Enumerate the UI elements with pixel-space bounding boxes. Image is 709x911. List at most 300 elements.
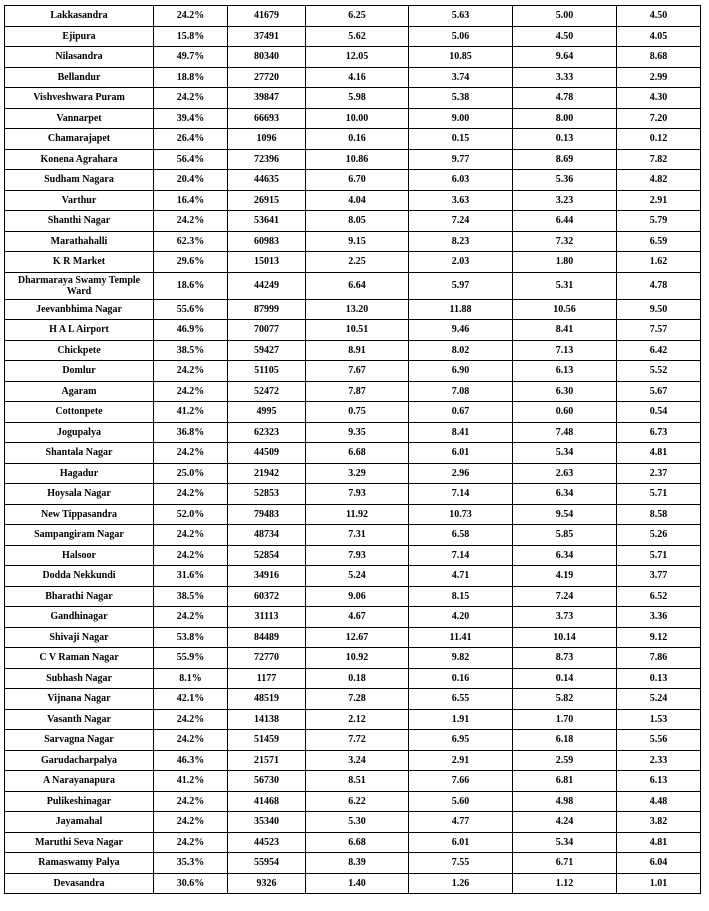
value-col3-cell: 5.31 xyxy=(513,272,617,299)
value-col2-cell: 6.01 xyxy=(409,443,513,464)
count-cell: 56730 xyxy=(228,771,306,792)
table-row xyxy=(5,88,701,109)
count-cell: 9326 xyxy=(228,873,306,894)
ward-name-cell: Vasanth Nagar xyxy=(5,709,154,730)
value-col2-cell: 5.38 xyxy=(409,88,513,109)
value-col2-cell: 10.73 xyxy=(409,504,513,525)
value-col2-cell: 6.90 xyxy=(409,361,513,382)
table-row xyxy=(5,190,701,211)
ward-name-cell: Halsoor xyxy=(5,545,154,566)
count-cell: 84489 xyxy=(228,627,306,648)
count-cell: 48519 xyxy=(228,689,306,710)
value-col2-cell: 0.16 xyxy=(409,668,513,689)
value-col4-cell: 3.82 xyxy=(617,812,701,833)
table-row xyxy=(5,211,701,232)
value-col1-cell: 12.05 xyxy=(306,47,409,68)
count-cell: 60372 xyxy=(228,586,306,607)
count-cell: 1177 xyxy=(228,668,306,689)
percentage-cell: 25.0% xyxy=(154,463,228,484)
table-row xyxy=(5,108,701,129)
count-cell: 26915 xyxy=(228,190,306,211)
value-col4-cell: 5.24 xyxy=(617,689,701,710)
percentage-cell: 38.5% xyxy=(154,586,228,607)
value-col2-cell: 7.08 xyxy=(409,381,513,402)
percentage-cell: 15.8% xyxy=(154,26,228,47)
ward-name-cell: Agaram xyxy=(5,381,154,402)
value-col1-cell: 0.16 xyxy=(306,129,409,150)
percentage-cell: 31.6% xyxy=(154,566,228,587)
count-cell: 72396 xyxy=(228,149,306,170)
count-cell: 60983 xyxy=(228,231,306,252)
value-col2-cell: 2.03 xyxy=(409,252,513,273)
value-col3-cell: 6.71 xyxy=(513,853,617,874)
table-row xyxy=(5,566,701,587)
ward-name-cell: Vannarpet xyxy=(5,108,154,129)
value-col1-cell: 13.20 xyxy=(306,299,409,320)
value-col3-cell: 7.24 xyxy=(513,586,617,607)
table-row xyxy=(5,463,701,484)
ward-name-cell: Marathahalli xyxy=(5,231,154,252)
value-col2-cell: 9.77 xyxy=(409,149,513,170)
percentage-cell: 24.2% xyxy=(154,607,228,628)
value-col1-cell: 7.67 xyxy=(306,361,409,382)
value-col1-cell: 6.70 xyxy=(306,170,409,191)
ward-name-cell: Varthur xyxy=(5,190,154,211)
value-col1-cell: 3.29 xyxy=(306,463,409,484)
count-cell: 4995 xyxy=(228,402,306,423)
value-col1-cell: 12.67 xyxy=(306,627,409,648)
percentage-cell: 46.9% xyxy=(154,320,228,341)
table-row xyxy=(5,149,701,170)
value-col1-cell: 5.30 xyxy=(306,812,409,833)
count-cell: 52854 xyxy=(228,545,306,566)
value-col4-cell: 4.30 xyxy=(617,88,701,109)
value-col1-cell: 2.25 xyxy=(306,252,409,273)
value-col3-cell: 6.34 xyxy=(513,545,617,566)
ward-name-cell: Maruthi Seva Nagar xyxy=(5,832,154,853)
value-col1-cell: 8.51 xyxy=(306,771,409,792)
percentage-cell: 52.0% xyxy=(154,504,228,525)
value-col4-cell: 5.67 xyxy=(617,381,701,402)
value-col2-cell: 6.55 xyxy=(409,689,513,710)
ward-name-cell: Hoysala Nagar xyxy=(5,484,154,505)
value-col3-cell: 8.73 xyxy=(513,648,617,669)
value-col2-cell: 7.55 xyxy=(409,853,513,874)
table-row xyxy=(5,381,701,402)
value-col2-cell: 4.71 xyxy=(409,566,513,587)
value-col3-cell: 8.69 xyxy=(513,149,617,170)
value-col1-cell: 10.00 xyxy=(306,108,409,129)
table-row xyxy=(5,525,701,546)
percentage-cell: 16.4% xyxy=(154,190,228,211)
table-row xyxy=(5,730,701,751)
value-col4-cell: 9.50 xyxy=(617,299,701,320)
count-cell: 51459 xyxy=(228,730,306,751)
table-row xyxy=(5,170,701,191)
value-col3-cell: 1.70 xyxy=(513,709,617,730)
count-cell: 72770 xyxy=(228,648,306,669)
percentage-cell: 35.3% xyxy=(154,853,228,874)
percentage-cell: 24.2% xyxy=(154,88,228,109)
value-col4-cell: 0.54 xyxy=(617,402,701,423)
table-body xyxy=(5,6,701,894)
ward-name-cell: C V Raman Nagar xyxy=(5,648,154,669)
percentage-cell: 55.9% xyxy=(154,648,228,669)
value-col4-cell: 7.57 xyxy=(617,320,701,341)
count-cell: 44509 xyxy=(228,443,306,464)
value-col4-cell: 5.71 xyxy=(617,484,701,505)
value-col1-cell: 4.67 xyxy=(306,607,409,628)
value-col4-cell: 4.78 xyxy=(617,272,701,299)
ward-name-cell: Bharathi Nagar xyxy=(5,586,154,607)
value-col1-cell: 6.68 xyxy=(306,443,409,464)
value-col4-cell: 5.79 xyxy=(617,211,701,232)
value-col1-cell: 2.12 xyxy=(306,709,409,730)
value-col3-cell: 2.59 xyxy=(513,750,617,771)
ward-name-cell: Sudham Nagara xyxy=(5,170,154,191)
table-row xyxy=(5,402,701,423)
value-col1-cell: 5.24 xyxy=(306,566,409,587)
value-col3-cell: 3.23 xyxy=(513,190,617,211)
value-col2-cell: 10.85 xyxy=(409,47,513,68)
table-row xyxy=(5,586,701,607)
ward-name-cell: Shivaji Nagar xyxy=(5,627,154,648)
table-row xyxy=(5,361,701,382)
value-col1-cell: 9.35 xyxy=(306,422,409,443)
value-col3-cell: 6.18 xyxy=(513,730,617,751)
table-row xyxy=(5,443,701,464)
value-col1-cell: 6.64 xyxy=(306,272,409,299)
count-cell: 80340 xyxy=(228,47,306,68)
value-col4-cell: 4.05 xyxy=(617,26,701,47)
value-col1-cell: 7.31 xyxy=(306,525,409,546)
value-col2-cell: 6.01 xyxy=(409,832,513,853)
value-col1-cell: 0.75 xyxy=(306,402,409,423)
value-col1-cell: 5.98 xyxy=(306,88,409,109)
value-col2-cell: 0.67 xyxy=(409,402,513,423)
value-col1-cell: 6.68 xyxy=(306,832,409,853)
value-col1-cell: 8.05 xyxy=(306,211,409,232)
value-col3-cell: 5.36 xyxy=(513,170,617,191)
value-col1-cell: 9.15 xyxy=(306,231,409,252)
table-row xyxy=(5,607,701,628)
value-col3-cell: 6.30 xyxy=(513,381,617,402)
value-col1-cell: 7.93 xyxy=(306,545,409,566)
value-col3-cell: 7.13 xyxy=(513,340,617,361)
value-col2-cell: 9.46 xyxy=(409,320,513,341)
value-col1-cell: 7.72 xyxy=(306,730,409,751)
ward-name-cell: A Narayanapura xyxy=(5,771,154,792)
percentage-cell: 55.6% xyxy=(154,299,228,320)
percentage-cell: 18.8% xyxy=(154,67,228,88)
value-col4-cell: 1.01 xyxy=(617,873,701,894)
percentage-cell: 30.6% xyxy=(154,873,228,894)
count-cell: 87999 xyxy=(228,299,306,320)
value-col4-cell: 4.81 xyxy=(617,832,701,853)
value-col4-cell: 2.99 xyxy=(617,67,701,88)
value-col1-cell: 8.91 xyxy=(306,340,409,361)
value-col4-cell: 4.50 xyxy=(617,6,701,27)
value-col4-cell: 5.26 xyxy=(617,525,701,546)
ward-name-cell: Vishveshwara Puram xyxy=(5,88,154,109)
value-col3-cell: 7.32 xyxy=(513,231,617,252)
ward-name-cell: Cottonpete xyxy=(5,402,154,423)
value-col3-cell: 3.73 xyxy=(513,607,617,628)
table-row xyxy=(5,252,701,273)
value-col3-cell: 8.41 xyxy=(513,320,617,341)
table-row xyxy=(5,6,701,27)
ward-name-cell: Pulikeshinagar xyxy=(5,791,154,812)
value-col2-cell: 9.00 xyxy=(409,108,513,129)
value-col2-cell: 4.77 xyxy=(409,812,513,833)
value-col4-cell: 5.56 xyxy=(617,730,701,751)
count-cell: 52472 xyxy=(228,381,306,402)
value-col4-cell: 4.48 xyxy=(617,791,701,812)
value-col4-cell: 3.77 xyxy=(617,566,701,587)
table-row xyxy=(5,340,701,361)
ward-name-cell: Gandhinagar xyxy=(5,607,154,628)
value-col3-cell: 6.13 xyxy=(513,361,617,382)
percentage-cell: 24.2% xyxy=(154,730,228,751)
ward-name-cell: Ramaswamy Palya xyxy=(5,853,154,874)
value-col1-cell: 10.51 xyxy=(306,320,409,341)
value-col4-cell: 4.81 xyxy=(617,443,701,464)
ward-name-cell: Dodda Nekkundi xyxy=(5,566,154,587)
table-row xyxy=(5,26,701,47)
count-cell: 44249 xyxy=(228,272,306,299)
value-col1-cell: 10.92 xyxy=(306,648,409,669)
percentage-cell: 38.5% xyxy=(154,340,228,361)
table-row xyxy=(5,47,701,68)
value-col4-cell: 8.58 xyxy=(617,504,701,525)
value-col4-cell: 7.20 xyxy=(617,108,701,129)
value-col3-cell: 5.34 xyxy=(513,443,617,464)
value-col4-cell: 6.04 xyxy=(617,853,701,874)
value-col3-cell: 9.54 xyxy=(513,504,617,525)
percentage-cell: 24.2% xyxy=(154,545,228,566)
value-col3-cell: 10.56 xyxy=(513,299,617,320)
value-col3-cell: 2.63 xyxy=(513,463,617,484)
value-col3-cell: 3.33 xyxy=(513,67,617,88)
percentage-cell: 8.1% xyxy=(154,668,228,689)
value-col3-cell: 4.98 xyxy=(513,791,617,812)
count-cell: 21571 xyxy=(228,750,306,771)
value-col4-cell: 7.82 xyxy=(617,149,701,170)
value-col2-cell: 7.14 xyxy=(409,484,513,505)
value-col3-cell: 4.24 xyxy=(513,812,617,833)
percentage-cell: 24.2% xyxy=(154,443,228,464)
value-col2-cell: 6.95 xyxy=(409,730,513,751)
ward-name-cell: Garudacharpalya xyxy=(5,750,154,771)
ward-name-cell: Hagadur xyxy=(5,463,154,484)
table-row xyxy=(5,545,701,566)
value-col3-cell: 6.81 xyxy=(513,771,617,792)
percentage-cell: 20.4% xyxy=(154,170,228,191)
count-cell: 27720 xyxy=(228,67,306,88)
value-col3-cell: 0.60 xyxy=(513,402,617,423)
percentage-cell: 36.8% xyxy=(154,422,228,443)
ward-name-cell: Konena Agrahara xyxy=(5,149,154,170)
percentage-cell: 24.2% xyxy=(154,211,228,232)
value-col4-cell: 2.37 xyxy=(617,463,701,484)
ward-name-cell: Vijnana Nagar xyxy=(5,689,154,710)
table-row xyxy=(5,812,701,833)
count-cell: 53641 xyxy=(228,211,306,232)
percentage-cell: 46.3% xyxy=(154,750,228,771)
count-cell: 21942 xyxy=(228,463,306,484)
count-cell: 44635 xyxy=(228,170,306,191)
value-col4-cell: 5.52 xyxy=(617,361,701,382)
ward-name-cell: Shantala Nagar xyxy=(5,443,154,464)
count-cell: 55954 xyxy=(228,853,306,874)
value-col2-cell: 3.63 xyxy=(409,190,513,211)
percentage-cell: 26.4% xyxy=(154,129,228,150)
percentage-cell: 39.4% xyxy=(154,108,228,129)
value-col4-cell: 2.91 xyxy=(617,190,701,211)
value-col2-cell: 2.96 xyxy=(409,463,513,484)
value-col2-cell: 1.26 xyxy=(409,873,513,894)
ward-name-cell: Lakkasandra xyxy=(5,6,154,27)
value-col1-cell: 4.16 xyxy=(306,67,409,88)
value-col2-cell: 7.24 xyxy=(409,211,513,232)
ward-name-cell: Devasandra xyxy=(5,873,154,894)
value-col1-cell: 8.39 xyxy=(306,853,409,874)
table-row xyxy=(5,272,701,299)
table-row xyxy=(5,771,701,792)
value-col1-cell: 7.87 xyxy=(306,381,409,402)
percentage-cell: 29.6% xyxy=(154,252,228,273)
count-cell: 52853 xyxy=(228,484,306,505)
value-col2-cell: 8.02 xyxy=(409,340,513,361)
ward-name-cell: Jogupalya xyxy=(5,422,154,443)
value-col2-cell: 5.97 xyxy=(409,272,513,299)
value-col2-cell: 11.88 xyxy=(409,299,513,320)
count-cell: 79483 xyxy=(228,504,306,525)
ward-name-cell: New Tippasandra xyxy=(5,504,154,525)
value-col3-cell: 1.80 xyxy=(513,252,617,273)
value-col4-cell: 6.42 xyxy=(617,340,701,361)
value-col3-cell: 10.14 xyxy=(513,627,617,648)
table-row xyxy=(5,648,701,669)
value-col4-cell: 6.52 xyxy=(617,586,701,607)
percentage-cell: 41.2% xyxy=(154,771,228,792)
value-col4-cell: 3.36 xyxy=(617,607,701,628)
value-col4-cell: 6.59 xyxy=(617,231,701,252)
value-col2-cell: 0.15 xyxy=(409,129,513,150)
value-col1-cell: 0.18 xyxy=(306,668,409,689)
value-col3-cell: 5.34 xyxy=(513,832,617,853)
value-col2-cell: 9.82 xyxy=(409,648,513,669)
count-cell: 41679 xyxy=(228,6,306,27)
percentage-cell: 49.7% xyxy=(154,47,228,68)
table-row xyxy=(5,484,701,505)
value-col2-cell: 6.58 xyxy=(409,525,513,546)
table-row xyxy=(5,627,701,648)
value-col2-cell: 5.06 xyxy=(409,26,513,47)
ward-name-cell: Sampangiram Nagar xyxy=(5,525,154,546)
count-cell: 62323 xyxy=(228,422,306,443)
value-col1-cell: 1.40 xyxy=(306,873,409,894)
count-cell: 66693 xyxy=(228,108,306,129)
value-col2-cell: 2.91 xyxy=(409,750,513,771)
value-col3-cell: 4.78 xyxy=(513,88,617,109)
table-row xyxy=(5,709,701,730)
value-col1-cell: 10.86 xyxy=(306,149,409,170)
table-row xyxy=(5,504,701,525)
table-row xyxy=(5,422,701,443)
percentage-cell: 24.2% xyxy=(154,6,228,27)
value-col1-cell: 4.04 xyxy=(306,190,409,211)
count-cell: 31113 xyxy=(228,607,306,628)
value-col4-cell: 0.12 xyxy=(617,129,701,150)
percentage-cell: 18.6% xyxy=(154,272,228,299)
percentage-cell: 24.2% xyxy=(154,832,228,853)
ward-name-cell: Bellandur xyxy=(5,67,154,88)
value-col3-cell: 4.19 xyxy=(513,566,617,587)
count-cell: 15013 xyxy=(228,252,306,273)
value-col4-cell: 8.68 xyxy=(617,47,701,68)
value-col4-cell: 9.12 xyxy=(617,627,701,648)
value-col3-cell: 5.85 xyxy=(513,525,617,546)
count-cell: 14138 xyxy=(228,709,306,730)
value-col1-cell: 9.06 xyxy=(306,586,409,607)
table-row xyxy=(5,67,701,88)
table-row xyxy=(5,299,701,320)
table-row xyxy=(5,853,701,874)
value-col2-cell: 3.74 xyxy=(409,67,513,88)
value-col1-cell: 6.25 xyxy=(306,6,409,27)
count-cell: 35340 xyxy=(228,812,306,833)
value-col1-cell: 7.93 xyxy=(306,484,409,505)
table-row xyxy=(5,791,701,812)
value-col1-cell: 5.62 xyxy=(306,26,409,47)
value-col3-cell: 9.64 xyxy=(513,47,617,68)
value-col2-cell: 11.41 xyxy=(409,627,513,648)
percentage-cell: 24.2% xyxy=(154,361,228,382)
value-col2-cell: 7.66 xyxy=(409,771,513,792)
ward-name-cell: Subhash Nagar xyxy=(5,668,154,689)
value-col3-cell: 6.44 xyxy=(513,211,617,232)
count-cell: 48734 xyxy=(228,525,306,546)
percentage-cell: 24.2% xyxy=(154,381,228,402)
value-col1-cell: 6.22 xyxy=(306,791,409,812)
value-col3-cell: 6.34 xyxy=(513,484,617,505)
ward-name-cell: Nilasandra xyxy=(5,47,154,68)
ward-name-cell: Jayamahal xyxy=(5,812,154,833)
value-col3-cell: 0.13 xyxy=(513,129,617,150)
value-col3-cell: 5.00 xyxy=(513,6,617,27)
ward-name-cell: Dharmaraya Swamy Temple Ward xyxy=(5,272,154,299)
value-col4-cell: 0.13 xyxy=(617,668,701,689)
percentage-cell: 24.2% xyxy=(154,709,228,730)
count-cell: 51105 xyxy=(228,361,306,382)
count-cell: 37491 xyxy=(228,26,306,47)
value-col2-cell: 8.15 xyxy=(409,586,513,607)
value-col2-cell: 6.03 xyxy=(409,170,513,191)
value-col4-cell: 1.53 xyxy=(617,709,701,730)
percentage-cell: 24.2% xyxy=(154,525,228,546)
percentage-cell: 42.1% xyxy=(154,689,228,710)
value-col1-cell: 3.24 xyxy=(306,750,409,771)
value-col3-cell: 0.14 xyxy=(513,668,617,689)
percentage-cell: 62.3% xyxy=(154,231,228,252)
count-cell: 1096 xyxy=(228,129,306,150)
ward-name-cell: Jeevanbhima Nagar xyxy=(5,299,154,320)
count-cell: 44523 xyxy=(228,832,306,853)
value-col2-cell: 1.91 xyxy=(409,709,513,730)
table-row xyxy=(5,689,701,710)
count-cell: 34916 xyxy=(228,566,306,587)
